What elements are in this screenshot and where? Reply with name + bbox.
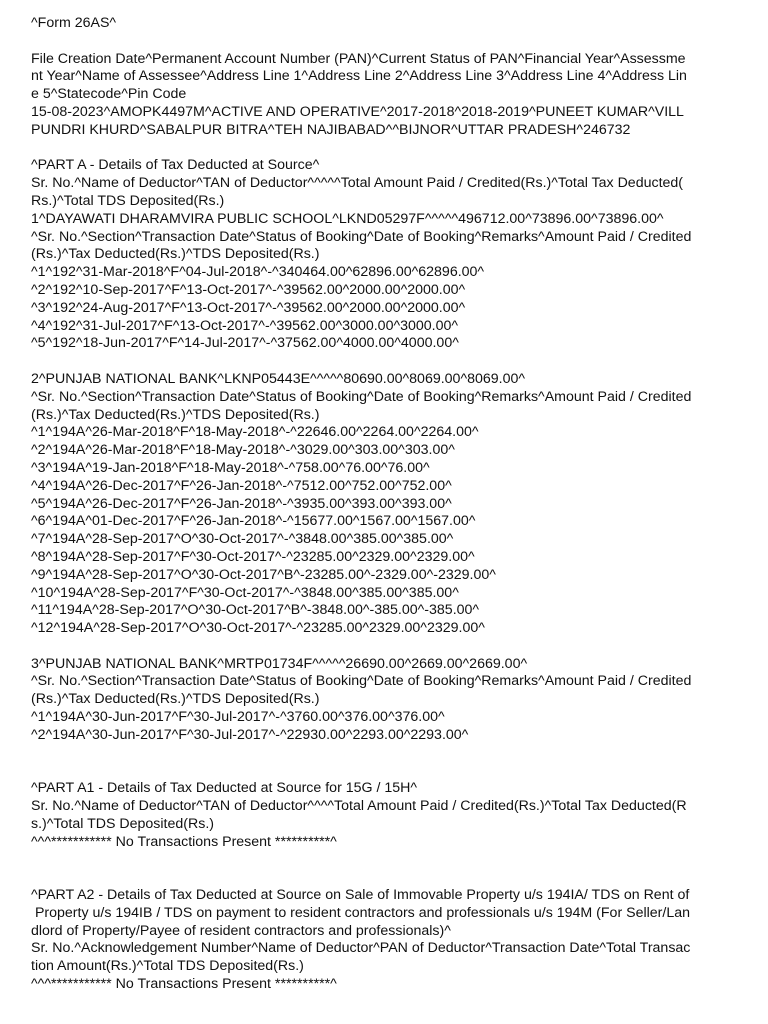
no-transactions-notice: ^^^*********** No Transactions Present **********^ [31, 833, 337, 850]
transaction-row: ^1^194A^30-Jun-2017^F^30-Jul-2017^-^3760.00^376.00^376.00^ [31, 709, 445, 726]
form-title: ^Form 26AS^ [31, 15, 117, 31]
part-a-title: ^PART A - Details of Tax Deducted at Source^ [31, 157, 320, 174]
spacer [31, 851, 743, 887]
part-a2-columns: Sr. No.^Acknowledgement Number^Name of Deductor^PAN of Deductor^Transaction Date^Total Transac [31, 940, 691, 957]
form-26as-document [31, 15, 743, 994]
assessee-header [31, 51, 743, 140]
transaction-row: ^4^192^31-Jul-2017^F^13-Oct-2017^-^39562.00^3000.00^3000.00^ [31, 317, 459, 334]
transaction-row: ^11^194A^28-Sep-2017^O^30-Oct-2017^B^-3848.00^-385.00^-385.00^ [31, 602, 480, 619]
transaction-row: ^1^194A^26-Mar-2018^F^18-May-2018^-^22646.00^2264.00^2264.00^ [31, 424, 479, 441]
part-a1-section [31, 780, 743, 851]
part-a1-title: ^PART A1 - Details of Tax Deducted at Source for 15G / 15H^ [31, 780, 418, 797]
transaction-header: ^Sr. No.^Section^Transaction Date^Status of Booking^Date of Booking^Remarks^Amount Paid / Credited [31, 673, 692, 690]
part-a2-title: dlord of Property/Payee of resident contractors and professionals)^ [31, 922, 451, 939]
part-a2-title: ^PART A2 - Details of Tax Deducted at Source on Sale of Immovable Property u/s 194IA/ TDS on Rent of [31, 887, 690, 904]
transaction-row: ^10^194A^28-Sep-2017^F^30-Oct-2017^-^3848.00^385.00^385.00^ [31, 584, 459, 601]
transaction-row: ^5^194A^26-Dec-2017^F^26-Jan-2018^-^3935.00^393.00^393.00^ [31, 495, 452, 512]
part-a-columns: Sr. No.^Name of Deductor^TAN of Deductor^^^^^Total Amount Paid / Credited(Rs.)^Total Tax Deducted( [31, 175, 684, 192]
header-values-line: PUNDRI KHURD^SABALPUR BITRA^TEH NAJIBABAD^^BIJNOR^UTTAR PRADESH^246732 [31, 121, 631, 138]
spacer [31, 353, 743, 371]
header-fields-line: nt Year^Name of Assessee^Address Line 1^Address Line 2^Address Line 3^Address Line 4^Address Lin [31, 68, 687, 85]
deductor-summary: 1^DAYAWATI DHARAMVIRA PUBLIC SCHOOL^LKND05297F^^^^^496712.00^73896.00^73896.00^ [31, 210, 664, 227]
part-a2-columns: tion Amount(Rs.)^Total TDS Deposited(Rs.) [31, 958, 304, 975]
header-fields-line: e 5^Statecode^Pin Code [31, 86, 187, 103]
spacer [31, 140, 743, 158]
header-fields-line: File Creation Date^Permanent Account Number (PAN)^Current Status of PAN^Financial Year^Assessme [31, 50, 686, 67]
transaction-row: ^8^194A^28-Sep-2017^F^30-Oct-2017^-^23285.00^2329.00^2329.00^ [31, 548, 475, 565]
spacer [31, 745, 743, 781]
transaction-row: ^3^194A^19-Jan-2018^F^18-May-2018^-^758.00^76.00^76.00^ [31, 459, 430, 476]
transaction-row: ^4^194A^26-Dec-2017^F^26-Jan-2018^-^7512.00^752.00^752.00^ [31, 477, 452, 494]
transaction-header: ^Sr. No.^Section^Transaction Date^Status of Booking^Date of Booking^Remarks^Amount Paid / Credited [31, 388, 692, 405]
transaction-header: ^Sr. No.^Section^Transaction Date^Status of Booking^Date of Booking^Remarks^Amount Paid / Credited [31, 228, 692, 245]
spacer [31, 638, 743, 656]
transaction-header: (Rs.)^Tax Deducted(Rs.)^TDS Deposited(Rs.) [31, 691, 320, 708]
no-transactions-notice: ^^^*********** No Transactions Present **********^ [31, 976, 337, 993]
transaction-row: ^3^192^24-Aug-2017^F^13-Oct-2017^-^39562.00^2000.00^2000.00^ [31, 299, 466, 316]
part-a1-columns: s.)^Total TDS Deposited(Rs.) [31, 815, 215, 832]
part-a1-columns: Sr. No.^Name of Deductor^TAN of Deductor^^^^Total Amount Paid / Credited(Rs.)^Total Tax Deducted(R [31, 798, 687, 815]
transaction-row: ^2^192^10-Sep-2017^F^13-Oct-2017^-^39562.00^2000.00^2000.00^ [31, 281, 466, 298]
transaction-row: ^2^194A^30-Jun-2017^F^30-Jul-2017^-^22930.00^2293.00^2293.00^ [31, 726, 469, 743]
deductor-block [31, 371, 743, 638]
transaction-row: ^6^194A^01-Dec-2017^F^26-Jan-2018^-^15677.00^1567.00^1567.00^ [31, 513, 476, 530]
part-a2-section [31, 887, 743, 994]
transaction-row: ^7^194A^28-Sep-2017^O^30-Oct-2017^-^3848.00^385.00^385.00^ [31, 531, 454, 548]
spacer [31, 33, 743, 51]
transaction-header: (Rs.)^Tax Deducted(Rs.)^TDS Deposited(Rs.) [31, 406, 320, 423]
deductor-block [31, 656, 743, 745]
transaction-row: ^9^194A^28-Sep-2017^O^30-Oct-2017^B^-23285.00^-2329.00^-2329.00^ [31, 566, 496, 583]
transaction-header: (Rs.)^Tax Deducted(Rs.)^TDS Deposited(Rs.) [31, 246, 320, 263]
transaction-row: ^12^194A^28-Sep-2017^O^30-Oct-2017^-^23285.00^2329.00^2329.00^ [31, 620, 485, 637]
part-a-section [31, 157, 743, 744]
part-a2-title: Property u/s 194IB / TDS on payment to resident contractors and professionals u/s 194M (For Seller/Lan [31, 904, 690, 921]
transaction-row: ^2^194A^26-Mar-2018^F^18-May-2018^-^3029.00^303.00^303.00^ [31, 442, 455, 459]
header-values-line: 15-08-2023^AMOPK4497M^ACTIVE AND OPERATIVE^2017-2018^2018-2019^PUNEET KUMAR^VILL [31, 103, 684, 120]
transaction-row: ^5^192^18-Jun-2017^F^14-Jul-2017^-^37562.00^4000.00^4000.00^ [31, 335, 459, 352]
transaction-row: ^1^192^31-Mar-2018^F^04-Jul-2018^-^340464.00^62896.00^62896.00^ [31, 264, 485, 281]
deductor-block [31, 211, 743, 353]
deductor-summary: 3^PUNJAB NATIONAL BANK^MRTP01734F^^^^^26690.00^2669.00^2669.00^ [31, 655, 528, 672]
deductor-summary: 2^PUNJAB NATIONAL BANK^LKNP05443E^^^^^80690.00^8069.00^8069.00^ [31, 370, 526, 387]
part-a-columns: Rs.)^Total TDS Deposited(Rs.) [31, 192, 225, 209]
